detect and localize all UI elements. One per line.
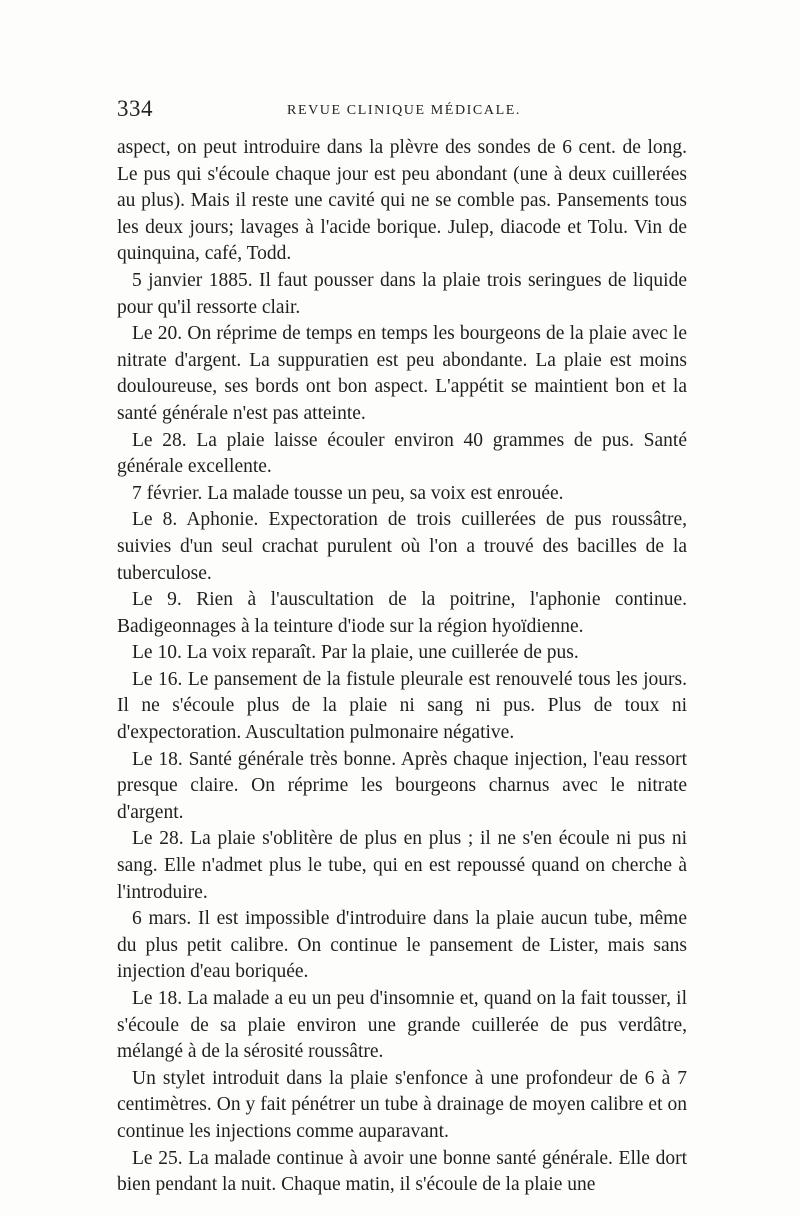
paragraph: 7 février. La malade tousse un peu, sa voix est enrouée. (132, 482, 564, 504)
paragraph: Le 20. On réprime de temps en temps les bourgeons de la plaie avec le nitrate d'argent. La suppuratien est peu abondante. La plaie est moins douloureuse, ses bords ont bon aspect. L'appétit se maintient bon et la santé générale n'est pas atteinte. (117, 323, 687, 424)
page-number: 334 (117, 96, 153, 121)
paragraph: Un stylet introduit dans la plaie s'enfonce à une profondeur de 6 à 7 centimètres. On y fait pénétrer un tube à drainage de moyen calibre et on continue les injections comme auparavant. (117, 1067, 687, 1142)
paragraph: Le 16. Le pansement de la fistule pleurale est renouvelé tous les jours. Il ne s'écoule plus de la plaie ni sang ni pus. Plus de toux ni d'expectoration. Auscultation pulmonaire négative. (117, 668, 687, 744)
paragraph: Le 8. Aphonie. Expectoration de trois cuillerées de pus roussâtre, suivies d'un seul crachat purulent où l'on a trouvé des bacilles de la tuberculose. (117, 509, 687, 584)
paragraph: Le 18. Santé générale très bonne. Après chaque injection, l'eau ressort presque claire. On réprime les bourgeons charnus avec le nitrate d'argent. (117, 748, 687, 823)
paragraph: Le 18. La malade a eu un peu d'insomnie et, quand on la fait tousser, il s'écoule de sa plaie environ une grande cuillerée de pus verdâtre, mélangé à de la sérosité roussâtre. (117, 988, 687, 1063)
paragraph: aspect, on peut introduire dans la plèvre des sondes de 6 cent. de long. Le pus qui s'écoule chaque jour est peu abondant (une à deux cuillerées au plus). Mais il reste une cavité qui ne se comble pas. Pansements tous les deux jours; lavages à l'acide borique. Julep, diacode et Tolu. Vin de quinquina, café, Todd. (117, 137, 687, 265)
page-header (117, 96, 687, 126)
paragraph: 5 janvier 1885. Il faut pousser dans la plaie trois seringues de liquide pour qu'il ressorte clair. (117, 269, 687, 318)
paragraph: Le 25. La malade continue à avoir une bonne santé générale. Elle dort bien pendant la nuit. Chaque matin, il s'écoule de la plaie une (117, 1147, 687, 1196)
running-head: REVUE CLINIQUE MÉDICALE. (287, 103, 521, 118)
paragraph: Le 9. Rien à l'auscultation de la poitrine, l'aphonie continue. Badigeonnages à la teinture d'iode sur la région hyoïdienne. (117, 589, 687, 637)
paragraph: Le 28. La plaie s'oblitère de plus en plus ; il ne s'en écoule ni pus ni sang. Elle n'admet plus le tube, qui en est repoussé quand on cherche à l'introduire. (117, 828, 687, 903)
paragraph: 6 mars. Il est impossible d'introduire dans la plaie aucun tube, même du plus petit calibre. On continue le pansement de Lister, mais sans injection d'eau boriquée. (117, 908, 687, 983)
body-text (117, 135, 687, 1199)
paragraph: Le 10. La voix reparaît. Par la plaie, une cuillerée de pus. (132, 642, 579, 664)
paragraph: Le 28. La plaie laisse écouler environ 40 grammes de pus. Santé générale excellente. (117, 429, 687, 478)
